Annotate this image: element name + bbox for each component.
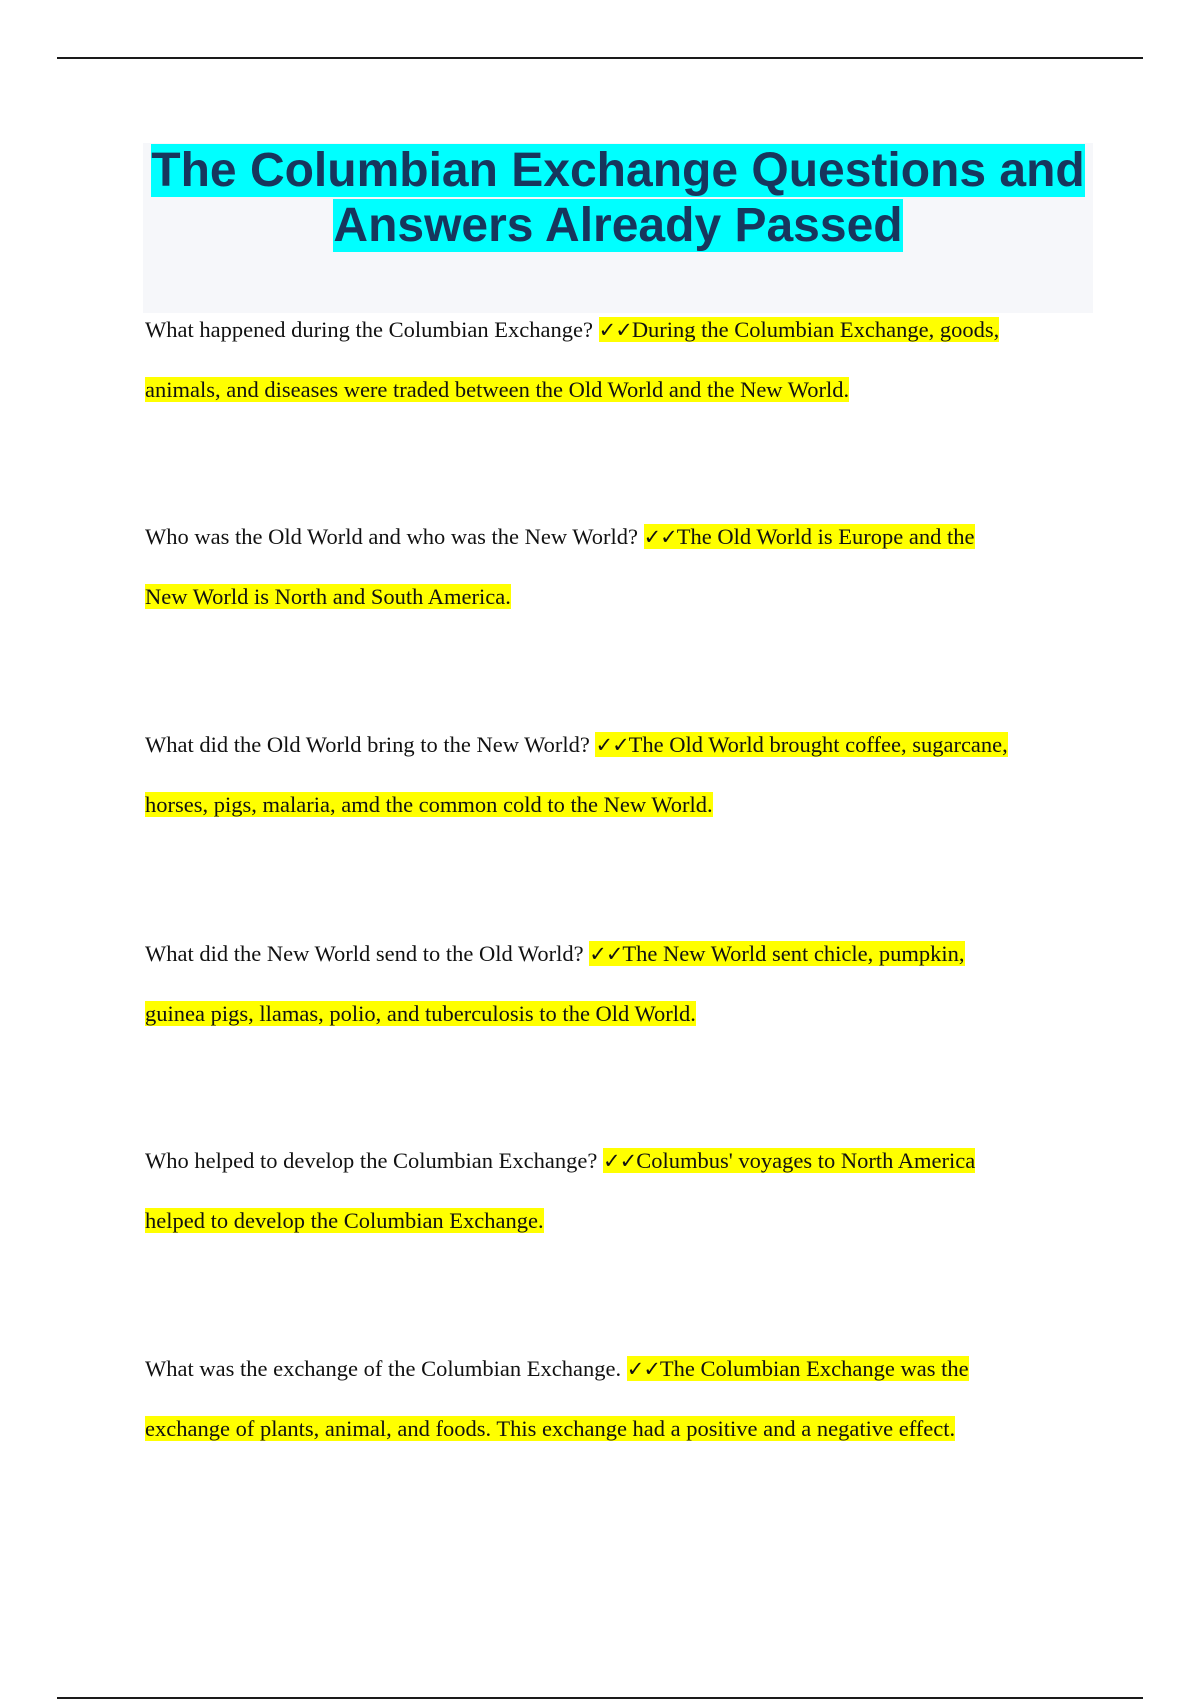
- title-line-2: Answers Already Passed: [333, 199, 903, 252]
- check-mark-icon: ✓✓: [595, 733, 629, 757]
- answer-text: The Old World brought coffee, sugarcane,: [628, 732, 1008, 757]
- answer-text: animals, and diseases were traded between the Old World and the New World.: [145, 377, 850, 402]
- question-text: What happened during the Columbian Exchange?: [145, 317, 599, 342]
- check-mark-icon: ✓✓: [643, 525, 677, 549]
- answer-text: guinea pigs, llamas, polio, and tuberculosis to the Old World.: [145, 1001, 696, 1026]
- answer-highlight: [603, 1148, 975, 1173]
- qa-line-1: [145, 507, 1090, 567]
- answer-text: The New World sent chicle, pumpkin,: [622, 941, 965, 966]
- qa-item: [145, 507, 1090, 627]
- answer-text: New World is North and South America.: [145, 584, 511, 609]
- qa-item: [145, 1339, 1090, 1459]
- answer-highlight: [644, 524, 975, 549]
- qa-line-2: [145, 1191, 1090, 1251]
- header-rule: [57, 57, 1143, 59]
- qa-line-2: [145, 775, 1090, 835]
- qa-item: [145, 715, 1090, 835]
- question-text: What did the Old World bring to the New World?: [145, 732, 596, 757]
- qa-line-1: [145, 924, 1090, 984]
- footer-rule: [57, 1697, 1143, 1699]
- title-block: [143, 143, 1093, 313]
- answer-text: The Columbian Exchange was the: [659, 1356, 969, 1381]
- qa-line-2: [145, 984, 1090, 1044]
- question-text: What was the exchange of the Columbian Exchange.: [145, 1356, 627, 1381]
- qa-line-2: [145, 1399, 1090, 1459]
- qa-line-1: [145, 1339, 1090, 1399]
- title-line-1: The Columbian Exchange Questions and: [151, 144, 1085, 197]
- answer-text: Columbus' voyages to North America: [636, 1148, 976, 1173]
- qa-line-2: [145, 360, 1090, 420]
- check-mark-icon: ✓✓: [626, 1357, 660, 1381]
- check-mark-icon: ✓✓: [603, 1149, 637, 1173]
- qa-line-1: [145, 300, 1090, 360]
- qa-line-1: [145, 1131, 1090, 1191]
- answer-highlight: [599, 317, 1000, 342]
- qa-line-1: [145, 715, 1090, 775]
- qa-item: [145, 924, 1090, 1044]
- answer-highlight: [627, 1356, 969, 1381]
- qa-item: [145, 1131, 1090, 1251]
- answer-text: horses, pigs, malaria, amd the common cold to the New World.: [145, 792, 713, 817]
- answer-text: helped to develop the Columbian Exchange.: [145, 1208, 544, 1233]
- answer-highlight: [589, 941, 964, 966]
- answer-text: exchange of plants, animal, and foods. This exchange had a positive and a negative effect.: [145, 1416, 956, 1441]
- document-title: [143, 143, 1093, 253]
- question-text: What did the New World send to the Old World?: [145, 941, 590, 966]
- qa-item: [145, 300, 1090, 420]
- question-text: Who helped to develop the Columbian Exchange?: [145, 1148, 603, 1173]
- answer-text: The Old World is Europe and the: [676, 524, 975, 549]
- question-text: Who was the Old World and who was the New World?: [145, 524, 644, 549]
- check-mark-icon: ✓✓: [598, 318, 632, 342]
- qa-line-2: [145, 567, 1090, 627]
- answer-highlight: [595, 732, 1007, 757]
- check-mark-icon: ✓✓: [589, 942, 623, 966]
- answer-text: During the Columbian Exchange, goods,: [631, 317, 1000, 342]
